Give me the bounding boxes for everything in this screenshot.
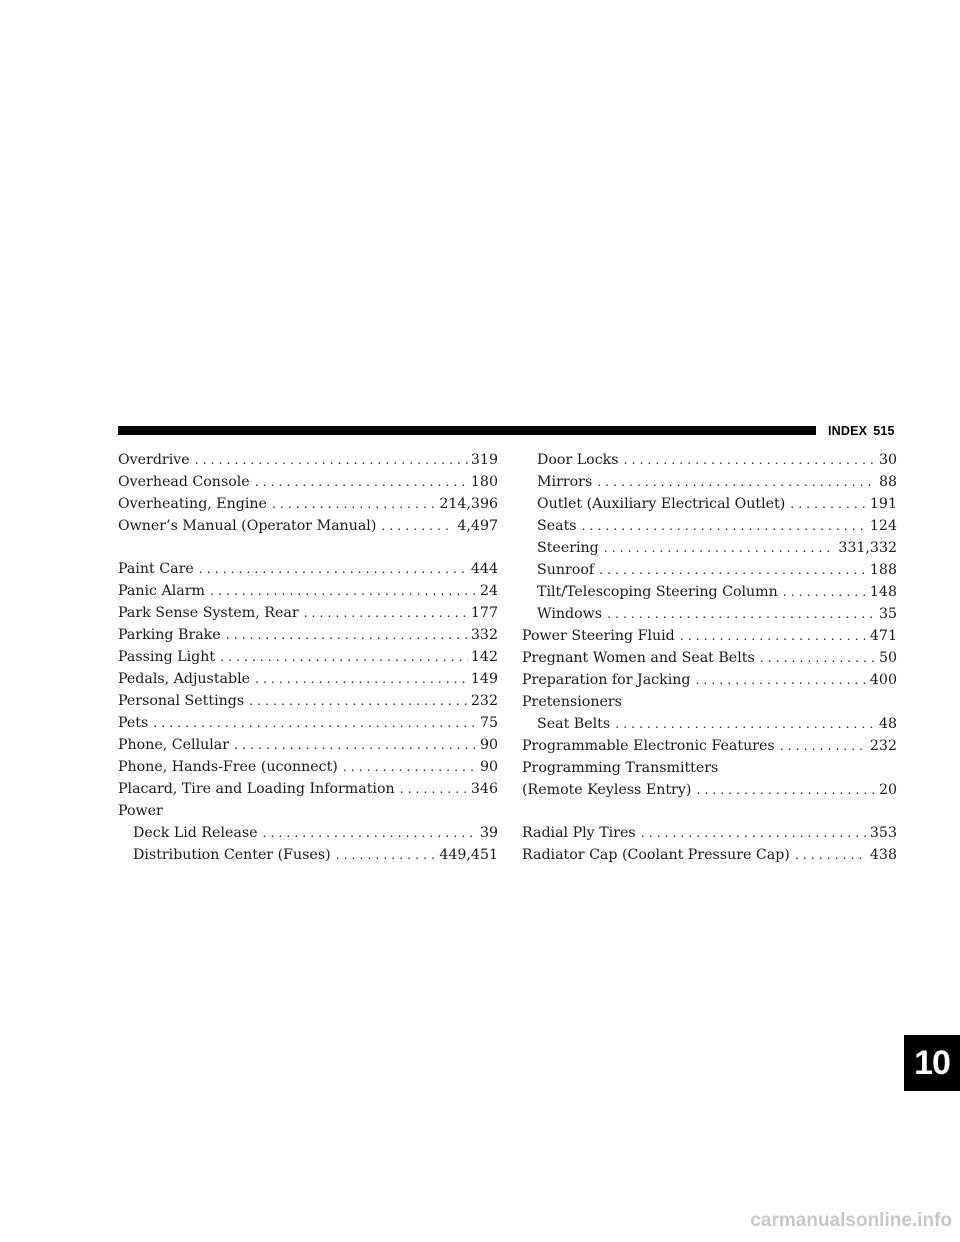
leader-dots [249,690,468,712]
index-subentry [522,471,897,493]
index-term: Overdrive [118,452,190,468]
index-entry [118,515,498,537]
group-spacer [522,801,897,822]
leader-dots [597,471,876,493]
index-entry [118,778,498,800]
index-heading: Pretensioners [522,694,622,710]
leader-dots [696,779,876,801]
leader-dots [607,603,876,625]
index-term: Pregnant Women and Seat Belts [522,650,755,666]
index-term: Mirrors [537,474,593,490]
index-pages: 24 [479,583,498,599]
index-pages: 214,396 [439,496,498,512]
leader-dots [226,624,468,646]
index-pages: 438 [869,847,897,863]
index-pages: 232 [869,738,897,754]
index-term: Pedals, Adjustable [118,671,251,687]
index-entry [118,493,498,515]
index-pages: 346 [470,781,498,797]
index-term: Owner’s Manual (Operator Manual) [118,518,377,534]
index-entry [118,602,498,624]
index-entry [522,779,897,801]
index-column-right [522,449,897,866]
index-pages: 191 [869,496,897,512]
leader-dots [790,493,867,515]
index-pages: 400 [869,672,897,688]
section-title: INDEX [828,424,868,438]
index-entry [118,646,498,668]
index-entry [522,625,897,647]
index-pages: 444 [470,561,498,577]
index-term: Park Sense System, Rear [118,605,299,621]
index-entry [118,558,498,580]
index-term: Outlet (Auxiliary Electrical Outlet) [537,496,786,512]
index-subentry [118,822,498,844]
index-term: Deck Lid Release [133,825,258,841]
index-pages: 142 [470,649,498,665]
index-term: Sunroof [537,562,595,578]
index-term: Windows [537,606,603,622]
index-heading: Power [118,803,163,819]
index-entry [118,734,498,756]
index-term: Radial Ply Tires [522,825,636,841]
leader-dots [695,669,866,691]
index-term: Parking Brake [118,627,221,643]
leader-dots [795,844,867,866]
index-term: Programmable Electronic Features [522,738,775,754]
index-pages: 88 [878,474,897,490]
index-subentry [522,603,897,625]
index-term: (Remote Keyless Entry) [522,782,692,798]
index-pages: 30 [878,452,897,468]
leader-dots [263,822,477,844]
leader-dots [783,581,867,603]
index-pages: 48 [878,716,897,732]
watermark: carmanualsonline.info [750,1210,952,1231]
index-term: Overhead Console [118,474,250,490]
index-entry [522,822,897,844]
index-term: Panic Alarm [118,583,205,599]
index-pages: 75 [479,715,498,731]
index-term: Personal Settings [118,693,245,709]
leader-dots [220,646,468,668]
leader-dots [234,734,477,756]
index-pages: 20 [878,782,897,798]
index-subentry [522,559,897,581]
index-pages: 331,332 [838,540,897,556]
leader-dots [641,822,867,844]
index-column-left [118,449,498,866]
index-entry [118,580,498,602]
index-pages: 471 [869,628,897,644]
index-term: Passing Light [118,649,216,665]
leader-dots [604,537,836,559]
index-entry [118,668,498,690]
index-subentry [522,493,897,515]
index-pages: 148 [869,584,897,600]
index-term: Paint Care [118,561,194,577]
index-term: Seats [537,518,577,534]
index-term: Seat Belts [537,716,611,732]
index-subentry [118,844,498,866]
index-subentry [522,515,897,537]
index-entry [118,712,498,734]
index-pages: 177 [470,605,498,621]
page-number: 515 [873,424,895,438]
index-subentry [522,713,897,735]
index-term: Radiator Cap (Coolant Pressure Cap) [522,847,790,863]
index-entry [118,690,498,712]
leader-dots [210,580,477,602]
index-pages: 35 [878,606,897,622]
index-pages: 232 [470,693,498,709]
index-pages: 188 [869,562,897,578]
index-entry [118,624,498,646]
index-pages: 149 [470,671,498,687]
running-header [828,422,895,440]
leader-dots [760,647,876,669]
index-entry [118,756,498,778]
leader-dots [199,558,468,580]
leader-dots [599,559,867,581]
index-term: Placard, Tire and Loading Information [118,781,395,797]
index-heading: Programming Transmitters [522,760,719,776]
leader-dots [615,713,876,735]
leader-dots [624,449,876,471]
leader-dots [381,515,454,537]
index-term: Power Steering Fluid [522,628,675,644]
index-term: Phone, Hands-Free (uconnect) [118,759,338,775]
index-term: Tilt/Telescoping Steering Column [537,584,778,600]
index-term: Door Locks [537,452,619,468]
index-pages: 39 [479,825,498,841]
index-entry [522,844,897,866]
index-term: Phone, Cellular [118,737,230,753]
leader-dots [336,844,437,866]
index-entry [118,471,498,493]
index-pages: 319 [470,452,498,468]
leader-dots [680,625,867,647]
index-entry [118,449,498,471]
leader-dots [272,493,436,515]
index-term: Steering [537,540,599,556]
index-pages: 332 [470,627,498,643]
index-pages: 4,497 [457,518,498,534]
leader-dots [400,778,468,800]
index-subentry [522,449,897,471]
index-subentry [522,537,897,559]
leader-dots [195,449,468,471]
index-term: Pets [118,715,149,731]
index-term: Preparation for Jacking [522,672,691,688]
index-pages: 90 [479,737,498,753]
header-rule [118,426,816,435]
index-pages: 124 [869,518,897,534]
index-term: Distribution Center (Fuses) [133,847,331,863]
leader-dots [153,712,477,734]
chapter-tab: 10 [904,1035,960,1091]
index-entry [522,735,897,757]
index-subentry [522,581,897,603]
leader-dots [255,471,468,493]
index-pages: 180 [470,474,498,490]
index-entry [522,647,897,669]
leader-dots [343,756,477,778]
group-spacer [118,537,498,558]
leader-dots [582,515,867,537]
index-pages: 50 [878,650,897,666]
index-pages: 90 [479,759,498,775]
leader-dots [304,602,468,624]
index-pages: 353 [869,825,897,841]
index-pages: 449,451 [439,847,498,863]
leader-dots [255,668,468,690]
index-term: Overheating, Engine [118,496,267,512]
leader-dots [780,735,867,757]
index-entry [522,669,897,691]
